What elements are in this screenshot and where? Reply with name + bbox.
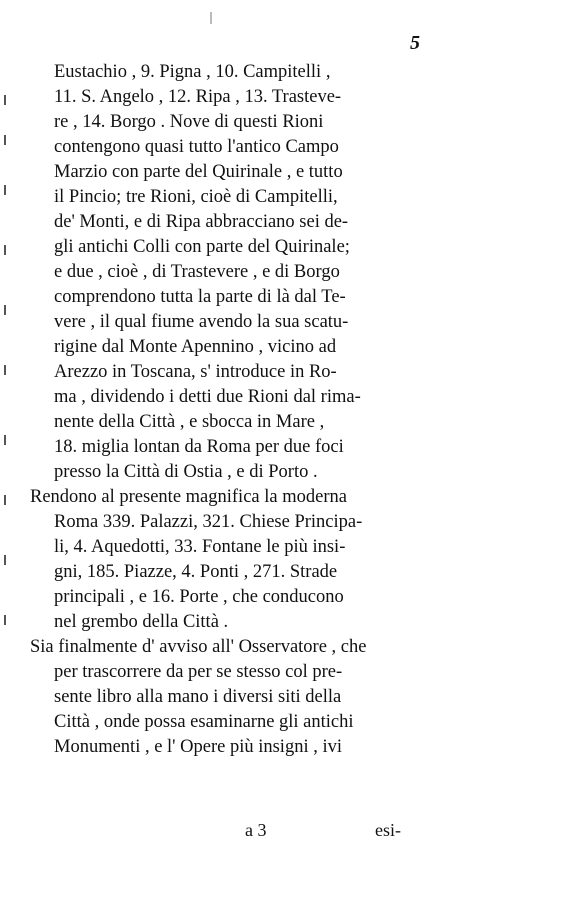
text-line: li, 4. Aquedotti, 33. Fontane le più insi- — [54, 537, 346, 557]
signature-mark: a 3 — [245, 820, 267, 840]
text-line: gli antichi Colli con parte del Quirinale; — [54, 237, 350, 257]
text-line: rigine dal Monte Apennino , vicino ad — [54, 337, 337, 357]
text-line: 18. miglia lontan da Roma per due foci — [54, 437, 344, 457]
text-line: principali , e 16. Porte , che conducono — [54, 587, 344, 607]
text-line: de' Monti, e di Ripa abbracciano sei de- — [54, 212, 349, 232]
text-line: Roma 339. Palazzi, 321. Chiese Principa- — [54, 512, 363, 532]
text-line: Eustachio , 9. Pigna , 10. Campitelli , — [54, 62, 331, 82]
text-line: re , 14. Borgo . Nove di questi Rioni — [54, 112, 324, 132]
text-line: nel grembo della Città . — [54, 612, 229, 632]
text-line: 11. S. Angelo , 12. Ripa , 13. Trasteve- — [54, 87, 342, 107]
text-line: comprendono tutta la parte di là dal Te- — [54, 287, 346, 307]
text-line: per trascorrere da per se stesso col pre- — [54, 662, 343, 682]
margin-bleed-marks — [0, 95, 14, 655]
body-text — [30, 60, 450, 760]
text-line: Rendono al presente magnifica la moderna — [30, 487, 347, 507]
text-line: ma , dividendo i detti due Rioni dal rima- — [54, 387, 361, 407]
text-line: e due , cioè , di Trastevere , e di Borgo — [54, 262, 340, 282]
text-line: Città , onde possa esaminarne gli antichi — [54, 712, 354, 732]
text-line: contengono quasi tutto l'antico Campo — [54, 137, 339, 157]
page-blemish — [210, 12, 212, 24]
text-line: sente libro alla mano i diversi siti della — [54, 687, 342, 707]
text-line: Arezzo in Toscana, s' introduce in Ro- — [54, 362, 337, 382]
text-line: nente della Città , e sbocca in Mare , — [54, 412, 325, 432]
catchword: esi- — [375, 820, 401, 840]
text-line: presso la Città di Ostia , e di Porto . — [54, 462, 318, 482]
text-line: gni, 185. Piazze, 4. Ponti , 271. Strade — [54, 562, 338, 582]
text-line: Monumenti , e l' Opere più insigni , ivi — [54, 737, 342, 757]
text-line: vere , il qual fiume avendo la sua scatu- — [54, 312, 349, 332]
text-line: Marzio con parte del Quirinale , e tutto — [54, 162, 343, 182]
text-line: Sia finalmente d' avviso all' Osservatore , che — [30, 637, 367, 657]
text-line: il Pincio; tre Rioni, cioè di Campitelli, — [54, 187, 338, 207]
page-number: 5 — [410, 32, 420, 54]
